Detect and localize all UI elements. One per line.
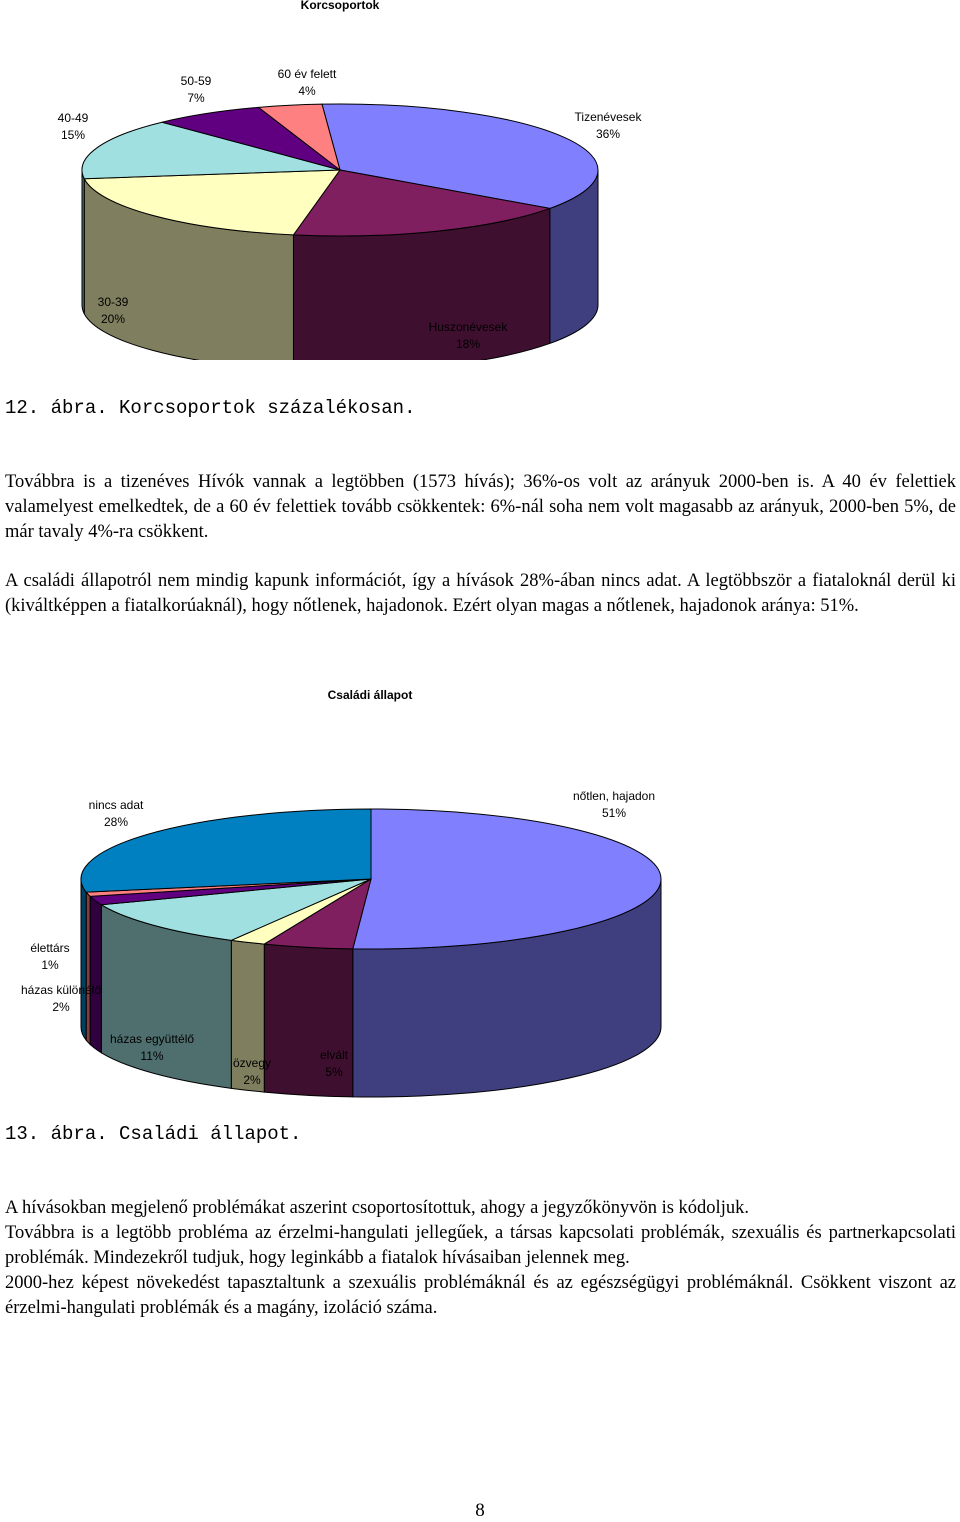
slice-label: 50-59 [180,74,212,88]
slice-value-label: 1% [41,958,59,972]
pie-slice-side [82,170,84,314]
slice-value-label: 11% [140,1049,164,1063]
slice-value-label: 20% [100,312,126,326]
slice-label: Tizenévesek [574,110,642,124]
slice-label: özvegy [232,1056,272,1070]
slice-value-label: 5% [325,1065,343,1079]
chart-title: Korcsoportok [300,0,380,12]
paragraph-age-groups: Továbbra is a tizenéves Hívók vannak a legtöbben (1573 hívás); 36%-os volt az arányuk 2000-ben is. A 40 év felettiek valamelyest emelkedtek, de a 60 év felettiek tovább csökkentek: 6%-nál soha nem volt magasabb az arányuk, 2000-ben 5%, de már tavaly 4%-ra csökkent. [5,472,956,542]
slice-value-label: 36% [595,127,621,141]
slice-value-label: 15% [60,128,86,142]
paragraph-problems-trend: 2000-hez képest növekedést tapasztaltunk a szexuális problémáknál és az egészségügyi problémáknál. Csökkent viszont az érzelmi-hangulati problémák és a magány, izoláció száma. [5,1273,956,1318]
slice-value-label: 18% [455,337,481,351]
slice-label: házas együttélő [109,1032,195,1046]
page-number: 8 [475,1500,485,1521]
slice-label: 60 év felett [277,67,337,81]
slice-value-label: 2% [52,1000,70,1014]
chart-title: Családi állapot [327,688,413,702]
marital-status-chart [0,680,960,1100]
pie-slice-side [81,879,86,1040]
age-groups-chart [0,0,960,360]
slice-label: elvált [319,1048,349,1062]
slice-value-label: 28% [103,815,129,829]
age-groups-pie [0,0,960,360]
figure-12-caption: 12. ábra. Korcsoportok százalékosan. [5,397,416,419]
figure-13-caption: 13. ábra. Családi állapot. [5,1123,302,1145]
slice-label: Huszonévesek [428,320,508,334]
paragraph-problems-intro: A hívásokban megjelenő problémákat aszerint csoportosítottuk, ahogy a jegyzőkönyvön is kódoljuk. [5,1198,749,1218]
pie-slice-side [90,896,101,1052]
slice-label: nincs adat [88,798,144,812]
slice-label: 30-39 [97,295,129,309]
slice-label: 40-49 [57,111,89,125]
pie-slice-side [86,892,90,1044]
slice-label: házas különélő [20,983,102,997]
slice-label: nőtlen, hajadon [572,789,656,803]
problems-text [5,1196,956,1321]
slice-value-label: 7% [187,91,205,105]
slice-label: élettárs [30,941,70,955]
slice-value-label: 2% [243,1073,261,1087]
paragraph-problems-main: Továbbra is a legtöbb probléma az érzelmi-hangulati jellegűek, a társas kapcsolati problémák, szexuális és partnerkapcsolati problémák. Mindezekről tudjuk, hogy leginkább a fiatalok hívásaiban jelennek meg. [5,1223,956,1268]
slice-value-label: 51% [601,806,627,820]
slice-value-label: 4% [298,84,316,98]
paragraph-marital-status: A családi állapotról nem mindig kapunk információt, így a hívások 28%-ában nincs adat. A legtöbbször a fiataloknál derül ki (kiváltképpen a fiatalkorúaknál), hogy nőtlenek, hajadonok. Ezért olyan magas a nőtlenek, hajadonok aránya: 51%. [5,571,956,616]
marital-status-pie [0,680,960,1100]
